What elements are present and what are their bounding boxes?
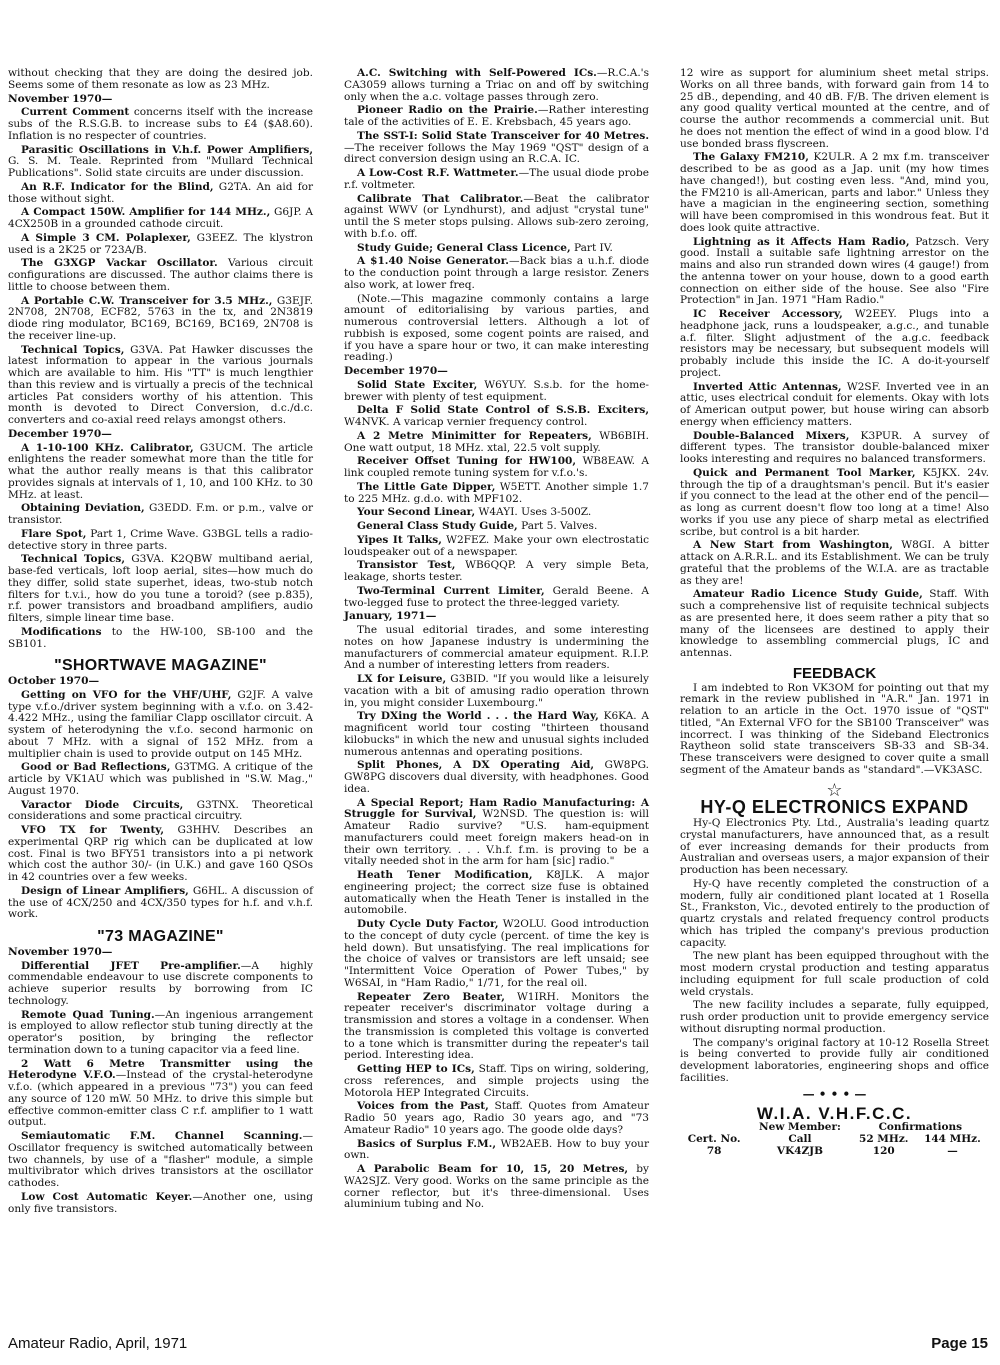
review-item: A.C. Switching with Self-Powered ICs.—R.C.A.'s CA3059 allows turning a Triac on and off by switching only when the a.c. voltage passes through zero. [344, 67, 649, 103]
page-number: Page 15 [931, 1335, 988, 1352]
review-item: Design of Linear Amplifiers, G6HL. A discussion of the use of 4CX/250 and 4CX/350 types for h.f. and v.h.f. work. [8, 884, 314, 921]
column-left [8, 68, 313, 1217]
footer-issue: Amateur Radio, April, 1971 [8, 1335, 188, 1352]
review-item: Yipes It Talks, W2FEZ. Make your own electrostatic loudspeaker out of a newspaper. [344, 533, 649, 558]
review-item: A Parabolic Beam for 10, 15, 20 Metres, by WA2SJZ. Very good. Works on the same principle as the corner reflector, but it's three-dimensional. Uses aluminium tubing and No. [344, 1163, 650, 1211]
review-item: Transistor Test, WB6QQP. A very simple Beta, leakage, shorts tester. [344, 559, 649, 583]
confirmations-table [680, 1122, 989, 1157]
new-member-label: New Member: [759, 1121, 841, 1133]
review-item: Basics of Surplus F.M., WB2AEB. How to buy your own. [344, 1137, 649, 1162]
review-item: Remote Quad Tuning.—An ingenious arrangement is employed to allow reflector stub tuning directly at the operator's position, by bringing the reflector termination down to a tuning capacitor via a feed line. [8, 1008, 313, 1056]
review-item: The SST-I: Solid State Transceiver for 40 Metres.—The receiver follows the May 1969 "QST" design of a direct conversion design using an R.C.A. IC. [344, 129, 649, 166]
review-item: Double-Balanced Mixers, K3PUR. A survey of different types. The transistor double-balanced mixer looks interesting and requires no balanced transformers. [680, 429, 989, 465]
review-item: A $1.40 Noise Generator.—Back bias a u.h.f. diode to the conduction point through a large resistor. Zeners also work, at lower freq. [344, 255, 649, 291]
paragraph: Hy-Q have recently completed the construction of a modern, fully air conditioned plant located at 1 Rosella St., Frankston, Vic., devoted entirely to the production of quartz crystals and related frequency control products which has tripled the company's previous production capacity. [680, 877, 989, 949]
wia-heading: W.I.A. V.H.F.C.C. [756, 1104, 913, 1124]
cell: 120 [872, 1144, 895, 1157]
review-item: Two-Terminal Current Limiter, Gerald Beene. A two-legged fuse to protect the three-legged variety. [344, 584, 649, 609]
review-item: The Little Gate Dipper, W5ETT. Another simple 1.7 to 225 MHz. g.d.o. with MPF102. [344, 480, 649, 505]
section-date: November 1970— [8, 92, 113, 105]
section-date: November 1970— [8, 945, 113, 958]
review-item: Getting HEP to ICs, Staff. Tips on wiring, soldering, cross references, and simple projects using the Motorola HEP Integrated Circuits. [344, 1063, 649, 1099]
column-header: 52 MHz. [859, 1132, 909, 1145]
review-item: VFO TX for Twenty, G3HHV. Describes an experimental QRP rig which can be duplicated at low cost. Final is two BFY51 transistors into a pi network which cost the author 30/- (in U.K.) and gave 160 QSOs in 42 countries over a few weeks. [8, 824, 313, 883]
paragraph: Hy-Q Electronics Pty. Ltd., Australia's leading quartz crystal manufacturers, have announced that, as a result of ever increasing demands for their products from Australian and overseas users, a major expansion of their production has been necessary. [680, 817, 989, 876]
review-item: Receiver Offset Tuning for HW100, WB8EAW. A link coupled remote tuning system for v.f.o.'s. [344, 455, 649, 479]
cell: VK4ZJB [776, 1144, 824, 1157]
review-item: Amateur Radio Licence Study Guide, Staff. With such a comprehensive list of requisite technical subjects as are presented here, it does seem rather a pity that so many of the licensees are destined to apply their knowledge to assembling commercial plugs, IC and antennas. [680, 588, 989, 659]
paragraph: The company's original factory at 10-12 Rosella Street is being converted to provide fully air conditioned development laboratories, engineering shops and office facilities. [680, 1036, 989, 1084]
paragraph: The usual editorial tirades, and some interesting notes on how Japanese industry is undermining the manufacturers of commercial amateur equipment. R.I.P. And a number of interesting letters from readers. [344, 624, 649, 672]
feedback-heading: FEEDBACK [792, 664, 877, 682]
paragraph: The new facility includes a separate, fully equipped, rush order production unit to provide emergency service without disrupting normal production. [680, 999, 989, 1035]
review-item: Varactor Diode Circuits, G3TNX. Theoretical considerations and some practical circuitry. [8, 798, 313, 823]
cell: 78 [706, 1144, 722, 1157]
feedback-text: I am indebted to Ron VK3OM for pointing out that my remark in the review published in "A.R." Jan. 1971 in relation to an article in the Oct. 1970 issue of "QST" titled, "An External VFO for the SB100 Transceiver" was incorrect. I was thinking of the Sideband Electronics Raytheon solid state transceivers SB-33 and SB-34. These transceivers were designed to cover quite a small segment of the Amateur bands as "standard".—VK3ASC. [680, 681, 989, 776]
review-item: Voices from the Past, Staff. Quotes from Amateur Radio 50 years ago, Radio 30 years ago, and "73 Amateur Radio" 10 years ago. The goode olde days? [344, 1100, 649, 1136]
review-item: Delta F Solid State Control of S.S.B. Exciters, W4NVK. A varicap vernier frequency control. [344, 404, 649, 428]
review-item: Current Comment concerns itself with the increase subs of the R.S.G.B. to increase subs to £4 ($A8.60). Inflation is no respecter of countries. [8, 106, 313, 142]
review-item: Calibrate That Calibrator.—Beat the calibrator against WWV (or Lyndhurst), and adjust "crystal tune" until the S meter stops pulsing. Allows sub-zero zeroing, with b.f.o. off. [344, 192, 649, 240]
review-item: Split Phones, A DX Operating Aid, GW8PG. GW8PG discovers dual diversity, with headphones. Good idea. [344, 759, 649, 795]
review-item: Flare Spot, Part 1, Crime Wave. G3BGL tells a radio-detective story in three parts. [8, 527, 313, 552]
review-item: Repeater Zero Beater, W1IRH. Monitors the repeater receiver's discriminator voltage during a transmission and stores a voltage in a condenser. When the transmission is completed this voltage is converted to a tone which is transmitter during the repeater's tail period. Interesting idea. [344, 990, 649, 1062]
magazine-heading: "SHORTWAVE MAGAZINE" [54, 657, 267, 675]
review-item: Study Guide; General Class Licence, Part IV. [357, 241, 613, 254]
review-item: Semiautomatic F.M. Channel Scanning.—Oscillator frequency is switched automatically between two channels, by use of a "flasher" module, a simple multivibrator which drives transistors at the oscillator cathodes. [8, 1130, 313, 1189]
column-middle [344, 68, 649, 1213]
review-item: Your Second Linear, W4AYI. Uses 3-500Z. [357, 506, 592, 519]
review-item: 2 Watt 6 Metre Transmitter using the Heterodyne V.F.O.—Instead of the crystal-heterodyne v.f.o. (which appeared in a previous "73") you can feed any source of 120 mW. 50 MHz. to drive this simple but effective common-emitter class C r.f. amplifier to 1 watt output. [8, 1057, 313, 1129]
review-item: A 2 Metre Minimitter for Repeaters, WB6BIH. One watt output, 18 MHz. xtal, 22.5 volt supply. [344, 429, 649, 454]
editor-note: (Note.—This magazine commonly contains a large amount of editorialising by various parties, and numerous controversial letters. Although a lot of rubbish is exposed, some cogent points are raised, and if you have a spare hour or two, it can make interesting reading.) [344, 292, 649, 364]
review-item: A New Start from Washington, W8GI. A bitter attack on A.R.R.L. and its Establishment. We can be truly grateful that the problems of the W.I.A. are as tractable as they are! [680, 539, 989, 587]
review-item: Parasitic Oscillations in V.h.f. Power Amplifiers, G. S. M. Teale. Reprinted from "Mullard Technical Publications". Solid state circuits are under discussion. [8, 143, 313, 179]
section-date: January, 1971— [344, 610, 437, 623]
review-item: LX for Leisure, G3BID. "If you would like a leisurely vacation with a bit of amusing radio operation thrown in, you might consider Luxembourg." [344, 673, 650, 709]
paragraph: without checking that they are doing the desired job. Seems some of them resonate as low as 23 MHz. [8, 67, 313, 91]
review-item: The Galaxy FM210, K2ULR. A 2 mx f.m. transceiver described to be as good as a Jap. unit (my how times have changed!), but costing even less. "And, mind you, the FM210 is all-American, parts and labor." Unless they have a magician in the engineering section, something will have been compromised in this wondrous feat. But it does look quite attractive. [680, 151, 989, 234]
column-header: Call [788, 1132, 812, 1145]
review-item: Good or Bad Reflections, G3TMG. A critique of the article by VK1AU which was published in "S.W. Mag.," August 1970. [8, 761, 313, 797]
review-item: A Special Report; Ham Radio Manufacturing: A Struggle for Survival, W2NSD. The question is: will Amateur Radio survive? "U.S. ham-equipment manufacturers could meet foreign makers head-on in their own territory. . . . V.h.f. f.m. is proving to be a vitally needed shot in the arm for ham [sic] radio." [344, 796, 649, 868]
review-item: An R.F. Indicator for the Blind, G2TA. An aid for those without sight. [8, 180, 314, 205]
column-header: Cert. No. [687, 1132, 741, 1145]
section-date: December 1970— [344, 365, 448, 377]
paragraph: 12 wire as support for aluminium sheet metal strips. Works on all three bands, with forward gain from 14 to 25 dB., depending, and 40 dB. F/B. The driven element is any good quality vertical mounted at the centre, and of course the author recommends a commercial unit. But he does not mention the effect of wind in a good blow. I'd use bonded brass flyscreen. [680, 67, 989, 150]
review-item: Obtaining Deviation, G3EDD. F.m. or p.m., valve or transistor. [8, 502, 313, 526]
review-item: Try DXing the World . . . the Hard Way, K6KA. A magnificent world tour costing "thirteen thousand kilobucks" in which the new and unusual sights included numerous antennas and operating positions. [344, 710, 649, 758]
review-item: Technical Topics, G3VA. K2QBW multiband aerial, base-fed verticals, loft loop aerial, sites—how much do they differ, solid state superhet, ideas, two-stub notch filters for t.v.i., how do you tune a toroid? (see p.835), r.f. power transistors and broadband amplifiers, audio filters, simple linear time base. [8, 553, 313, 624]
review-item: Differential JFET Pre-amplifier.—A highly commendable endeavour to use discrete components to achieve superior results by borrowing from IC technology. [8, 959, 313, 1007]
review-item: A 1-10-100 KHz. Calibrator, G3UCM. The article enlightens the reader somewhat more than the title for what the author really means is that this calibrator provides signals at intervals of 1, 10, and 100 KHz. to 30 MHz. at least. [8, 441, 313, 501]
review-item: Duty Cycle Duty Factor, W2OLU. Good introduction to the concept of duty cycle (percent. of time the key is held down). But unsatisfying. The real implications for the choice of valves or transistors are left unsaid; see "Intermittent Voice Operation of Power Tubes," by W6SAI, in "Ham Radio," 1/71, for the real oil. [344, 918, 649, 989]
review-item: A Simple 3 CM. Polaplexer, G3EEZ. The klystron used is a 2K25 or 723A/B. [8, 231, 313, 256]
confirmations-label: Confirmations [878, 1121, 963, 1133]
review-item: Quick and Permanent Tool Marker, K5JKX. 24v. through the tip of a draughtsman's pencil. But it's easier if you connect to the lead at the other end of the pencil—as long as current doesn't flow too long at a time! Also works if you use any piece of sharp metal as electrified scribe, but control is a bit harder. [680, 466, 989, 538]
review-item: The G3XGP Vackar Oscillator. Various circuit configurations are discussed. The author claims there is little to choose between them. [8, 257, 313, 293]
review-item: Getting on VFO for the VHF/UHF, G2JF. A valve type v.f.o./driver system beginning with a v.f.o. on 3.42-4.422 MHz., using the familiar Clapp oscillator circuit. A system of heterodyning the v.f.o. second harmonic on about 7 MHz. with a signal of 152 MHz. from a multiplier chain is used to provide output on 145 MHz. [8, 688, 313, 760]
magazine-heading: "73 MAGAZINE" [97, 928, 224, 945]
review-item: Inverted Attic Antennas, W2SF. Inverted vee in an attic, uses electrical conduit for elements. Okay with lots of American output power, but house wiring can absorb energy when efficiency matters. [680, 380, 989, 428]
section-date: October 1970— [8, 675, 100, 687]
table-row [680, 1146, 989, 1158]
review-item: IC Receiver Accessory, W2EEY. Plugs into a headphone jack, runs a loudspeaker, a.g.c., and tunable a.f. filter. Slight adjustment of the a.g.c. feedback resistors may be necessary, but subsequent models will probably include this inside the IC. A do-it-yourself project. [680, 308, 989, 379]
review-item: A Compact 150W. Amplifier for 144 MHz., G6JP. A 4CX250B in a grounded cathode circuit. [8, 206, 314, 230]
star-icon: ☆ [826, 779, 843, 801]
section-date: December 1970— [8, 427, 112, 440]
column-right [680, 68, 989, 1157]
review-item: Pioneer Radio on the Prairie.—Rather interesting tale of the activities of E. E. Krebsbach, 45 years ago. [344, 104, 649, 128]
review-item: Technical Topics, G3VA. Pat Hawker discusses the latest information to appear in the various journals which are available to him. His "TT" is much lengthier than this review and is virtually a precis of the technical articles Pat considers worthy of his attention. This month is devoted to Direct Conversion, d.c./d.c. converters and co-axial reed relays amongst others. [8, 343, 314, 426]
review-item: Modifications to the HW-100, SB-100 and the SB101. [8, 625, 313, 650]
paragraph: The new plant has been equipped throughout with the most modern crystal production and testing apparatus including equipment for full scale production of cold weld crystals. [680, 950, 989, 998]
hyq-heading: HY-Q ELECTRONICS EXPAND [700, 797, 969, 818]
review-item: General Class Study Guide, Part 5. Valves. [357, 520, 598, 532]
review-item: Heath Tener Modification, K8JLK. A major engineering project; the correct size fuse is obtained automatically when the Heath Tener is installed in the automobile. [344, 869, 649, 917]
review-item: A Low-Cost R.F. Wattmeter.—The usual diode probe r.f. voltmeter. [344, 167, 649, 191]
column-header: 144 MHz. [924, 1132, 981, 1145]
review-item: Solid State Exciter, W6YUY. S.s.b. for the home-brewer with plenty of test equipment. [344, 378, 649, 403]
review-item: A Portable C.W. Transceiver for 3.5 MHz., G3EJF. 2N708, 2N708, ECF82, 5763 in the tx, and 2N3819 diode ring modulator, BC169, BC169, BC169, 2N708 is the receiver line-up. [8, 294, 313, 342]
review-item: Lightning as it Affects Ham Radio, Patzsch. Very good. Install a suitable safe lightning arrestor on the mains and also run stranded down wires (4 gauge!) from the antenna tower on your house, down to a good earth connection on either side of the house. See also "Fire Protection" in Jan. 1971 "Ham Radio." [680, 235, 990, 307]
review-item: Low Cost Automatic Keyer.—Another one, using only five transistors. [8, 1190, 313, 1215]
separator: — • • • — [802, 1086, 867, 1101]
cell: — [947, 1144, 958, 1157]
